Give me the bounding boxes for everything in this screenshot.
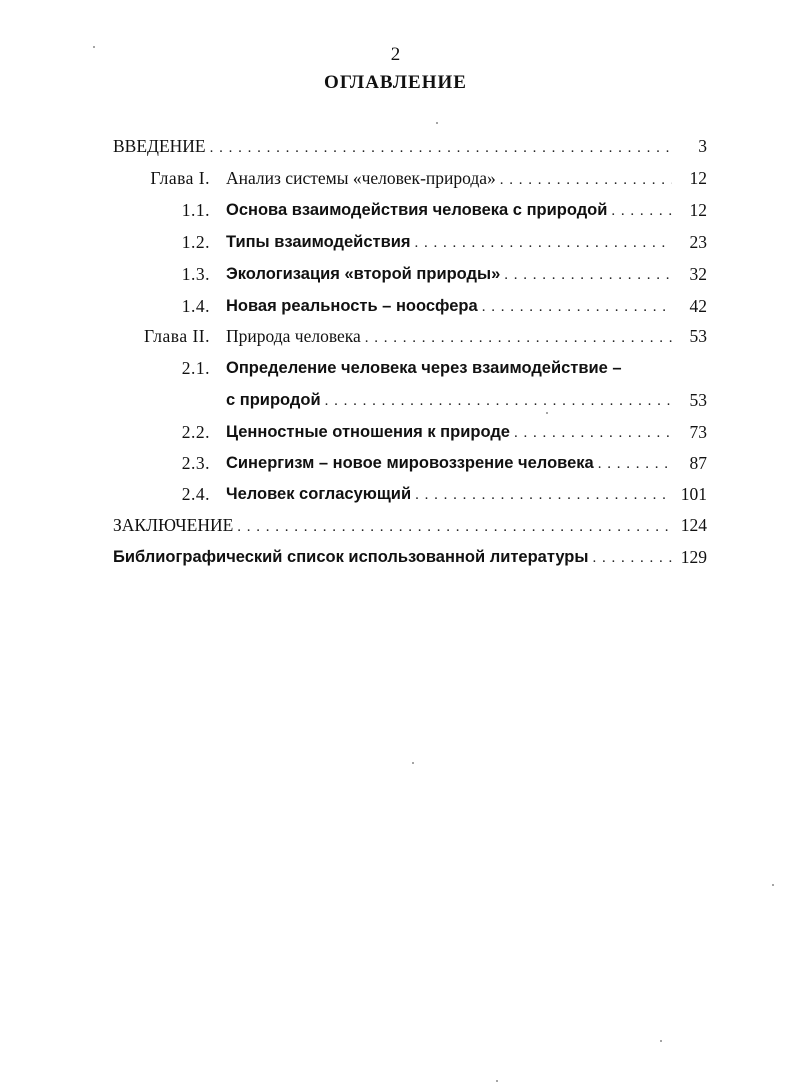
toc-page-number: 124 (680, 515, 707, 535)
toc-entry-label: Типы взаимодействия (226, 233, 411, 251)
toc-entry-conclusion (0, 513, 791, 537)
toc-entry-body (226, 198, 672, 223)
dot-leader (514, 421, 672, 445)
toc-entry-section-1-3 (0, 262, 791, 286)
toc-entry-label: Новая реальность – ноосфера (226, 297, 478, 315)
dot-leader (598, 452, 672, 476)
toc-section-number: 2.1. (181, 358, 210, 378)
toc-page-number: 53 (689, 390, 707, 410)
scan-speck (496, 1080, 498, 1082)
dot-leader (482, 295, 672, 319)
toc-entry-label: Ценностные отношения к природе (226, 423, 510, 441)
toc-entry-body (226, 482, 672, 507)
toc-entry-body (113, 513, 673, 539)
page-number: 2 (390, 44, 401, 65)
toc-entry-label: Библиографический список использованной литературы (113, 548, 589, 566)
toc-entry-body (226, 166, 672, 192)
toc-page-number: 23 (689, 232, 707, 252)
dot-leader (611, 199, 672, 223)
toc-entry-label: Синергизм – новое мировоззрение человека (226, 454, 594, 472)
dot-leader (365, 326, 672, 350)
toc-entry-section-1-1 (0, 198, 791, 222)
toc-entry-label: с природой (226, 391, 321, 409)
dot-leader (415, 231, 673, 255)
scan-speck (93, 46, 95, 48)
toc-section-number: 2.4. (181, 484, 210, 504)
toc-entry-introduction (0, 134, 791, 158)
toc-page-number: 3 (698, 136, 707, 156)
scan-speck (546, 412, 548, 414)
toc-entry-chapter-2 (0, 324, 791, 348)
toc-section-number: 1.2. (181, 232, 210, 252)
toc-page-number: 12 (689, 168, 707, 188)
toc-entry-label: ЗАКЛЮЧЕНИЕ (113, 515, 234, 535)
toc-entry-section-2-1-continued (0, 388, 791, 412)
toc-entry-chapter-1 (0, 166, 791, 190)
toc-entry-label: Определение человека через взаимодействие – (226, 359, 622, 377)
toc-section-number: 2.2. (181, 422, 210, 442)
toc-entry-section-2-2 (0, 420, 791, 444)
toc-entry-body (113, 134, 673, 160)
toc-entry-label: Анализ системы «человек-природа» (226, 168, 496, 188)
toc-entry-body (226, 420, 672, 445)
toc-section-number: 1.1. (181, 200, 210, 220)
toc-entry-body (226, 356, 672, 380)
toc-entry-body (226, 262, 672, 287)
toc-page-number: 73 (689, 422, 707, 442)
scan-speck (660, 1040, 662, 1042)
toc-entry-label: Человек согласующий (226, 485, 412, 503)
toc-entry-body (226, 324, 672, 350)
toc-entry-body (226, 294, 672, 319)
dot-leader (500, 168, 672, 192)
dot-leader (325, 389, 672, 413)
toc-entry-label: Экологизация «второй природы» (226, 265, 501, 283)
toc-section-number: 1.3. (181, 264, 210, 284)
toc-entry-label: ВВЕДЕНИЕ (113, 136, 206, 156)
dot-leader (592, 546, 673, 570)
scan-speck (772, 884, 774, 886)
toc-entry-section-2-1 (0, 356, 791, 380)
toc-entry-section-2-3 (0, 451, 791, 475)
dot-leader (237, 515, 673, 539)
toc-entry-body (226, 388, 672, 413)
toc-page-number: 53 (689, 326, 707, 346)
toc-entry-label: Природа человека (226, 326, 361, 346)
toc-entry-section-1-2 (0, 230, 791, 254)
toc-page-number: 101 (680, 484, 707, 504)
toc-page-number: 129 (680, 547, 707, 567)
toc-page-number: 42 (689, 296, 707, 316)
dot-leader (415, 483, 672, 507)
page-title: ОГЛАВЛЕНИЕ (324, 72, 467, 93)
toc-entry-body (226, 451, 672, 476)
scan-speck (436, 122, 438, 124)
toc-section-number: 2.3. (181, 453, 210, 473)
toc-entry-body (113, 545, 673, 570)
toc-entry-body (226, 230, 672, 255)
dot-leader (210, 136, 673, 160)
toc-entry-section-1-4 (0, 294, 791, 318)
dot-leader (504, 263, 672, 287)
toc-section-number: 1.4. (181, 296, 210, 316)
toc-entry-section-2-4 (0, 482, 791, 506)
toc-page-number: 12 (689, 200, 707, 220)
toc-chapter-number: Глава I. (150, 168, 210, 188)
toc-entry-bibliography (0, 545, 791, 569)
toc-chapter-number: Глава II. (143, 326, 210, 346)
scan-speck (412, 762, 414, 764)
toc-page-number: 87 (689, 453, 707, 473)
toc-page-number: 32 (689, 264, 707, 284)
toc-entry-label: Основа взаимодействия человека с природой (226, 201, 608, 219)
